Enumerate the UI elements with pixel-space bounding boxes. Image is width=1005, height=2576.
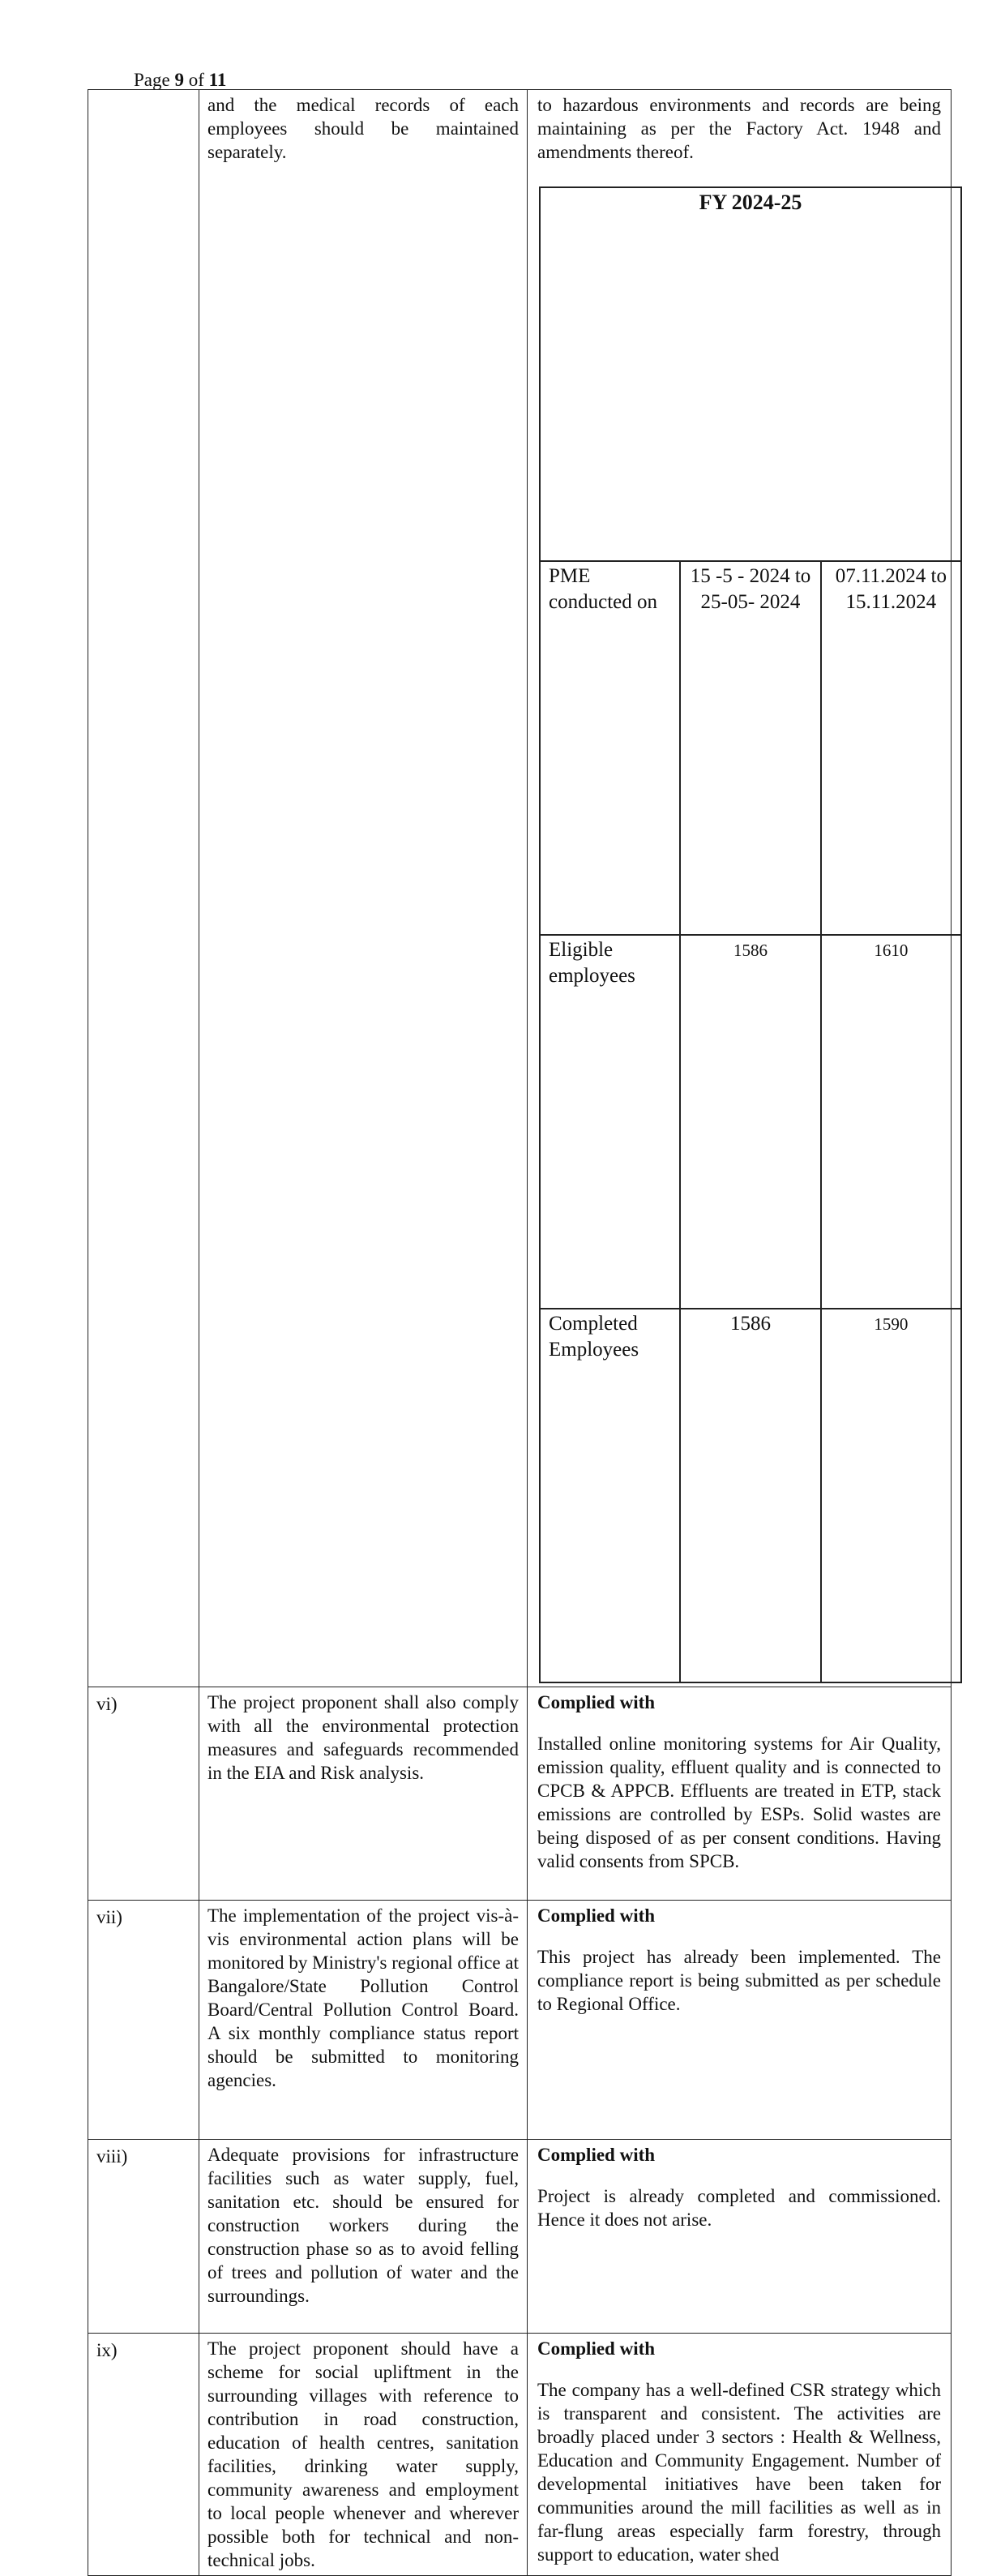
pme-header-row [540,187,961,561]
pme-title: FY 2024-25 [540,187,961,561]
compliance-response [528,2334,952,2576]
pme-cell: 1586 [680,1309,820,1682]
condition-text: The project proponent shall also comply with all the environmental protection measures and safeguards recommended in the EIA and Risk analysis. [199,1687,528,1901]
table-row [88,2140,952,2334]
condition-text: Adequate provisions for infrastructure facilities such as water supply, fuel, sanitation etc. should be ensured for construction workers during the construction phase so as to avoid felling of trees and pollution of water and the surroundings. [199,2140,528,2334]
condition-number [88,90,199,1687]
pme-row-label: Completed Employees [540,1309,680,1682]
condition-number: vii) [88,1901,199,2140]
response-text: Project is already completed and commissioned. Hence it does not arise. [537,2186,941,2230]
condition-number: vi) [88,1687,199,1901]
condition-number: viii) [88,2140,199,2334]
pme-cell: 15 -5 - 2024 to 25-05- 2024 [680,561,820,935]
compliance-status: Complied with [537,1905,656,1926]
pme-row [540,1309,961,1682]
condition-text: The project proponent should have a scheme for social upliftment in the surrounding villages with reference to contribution in road construction, education of health centres, sanitation facilities, drinking water supply, community awareness and employment to local people whenever and wherever possible both for technical and non-technical jobs. [199,2334,528,2576]
response-text: Installed online monitoring systems for Air Quality, emission quality, effluent quality and is connected to CPCB & APPCB. Effluents are treated in ETP, stack emissions are controlled by ESPs. Solid wastes are being disposed of as per consent conditions. Having valid consents from SPCB. [537,1734,941,1871]
page-current: 9 [174,70,184,90]
response-text: to hazardous environments and records are being maintaining as per the Factory Act. 1948 and amendments thereof. [537,95,941,162]
page-total: 11 [208,70,227,90]
response-text: The company has a well-defined CSR strategy which is transparent and consistent. The activities are broadly placed under 3 sectors : Health & Wellness, Education and Community Engagement. Number of developmental initiatives have been taken for communities around the mill facilities as well as in far-flung areas especially farm forestry, through support to education, water shed [537,2380,941,2565]
pme-row [540,935,961,1309]
condition-text: The implementation of the project vis-à-vis environmental action plans will be monitored by Ministry's regional office at Bangalore/State Pollution Control Board/Central Pollution Control Board. A six monthly compliance status report should be submitted to monitoring agencies. [199,1901,528,2140]
pme-table [539,186,962,1683]
table-row [88,90,952,1687]
pme-cell: 07.11.2024 to 15.11.2024 [821,561,961,935]
pme-cell: 1590 [821,1309,961,1682]
pme-cell: 1586 [680,935,820,1309]
compliance-status: Complied with [537,2145,656,2165]
condition-number: ix) [88,2334,199,2576]
pme-cell: 1610 [821,935,961,1309]
table-row [88,1901,952,2140]
compliance-table [88,89,952,2576]
compliance-response [528,90,952,1687]
pme-row-label: PME conducted on [540,561,680,935]
condition-text: and the medical records of each employees should be maintained separately. [199,90,528,1687]
table-row [88,2334,952,2576]
page-of: of [188,70,204,90]
pme-row [540,561,961,935]
table-row [88,1687,952,1901]
compliance-status: Complied with [537,1692,656,1712]
page-number [134,70,226,91]
compliance-response [528,2140,952,2334]
compliance-status: Complied with [537,2338,656,2359]
pme-row-label: Eligible employees [540,935,680,1309]
compliance-response [528,1901,952,2140]
response-text: This project has already been implemented. The compliance report is being submitted as per schedule to Regional Office. [537,1947,941,2014]
compliance-response [528,1687,952,1901]
page-prefix: Page [134,70,170,90]
